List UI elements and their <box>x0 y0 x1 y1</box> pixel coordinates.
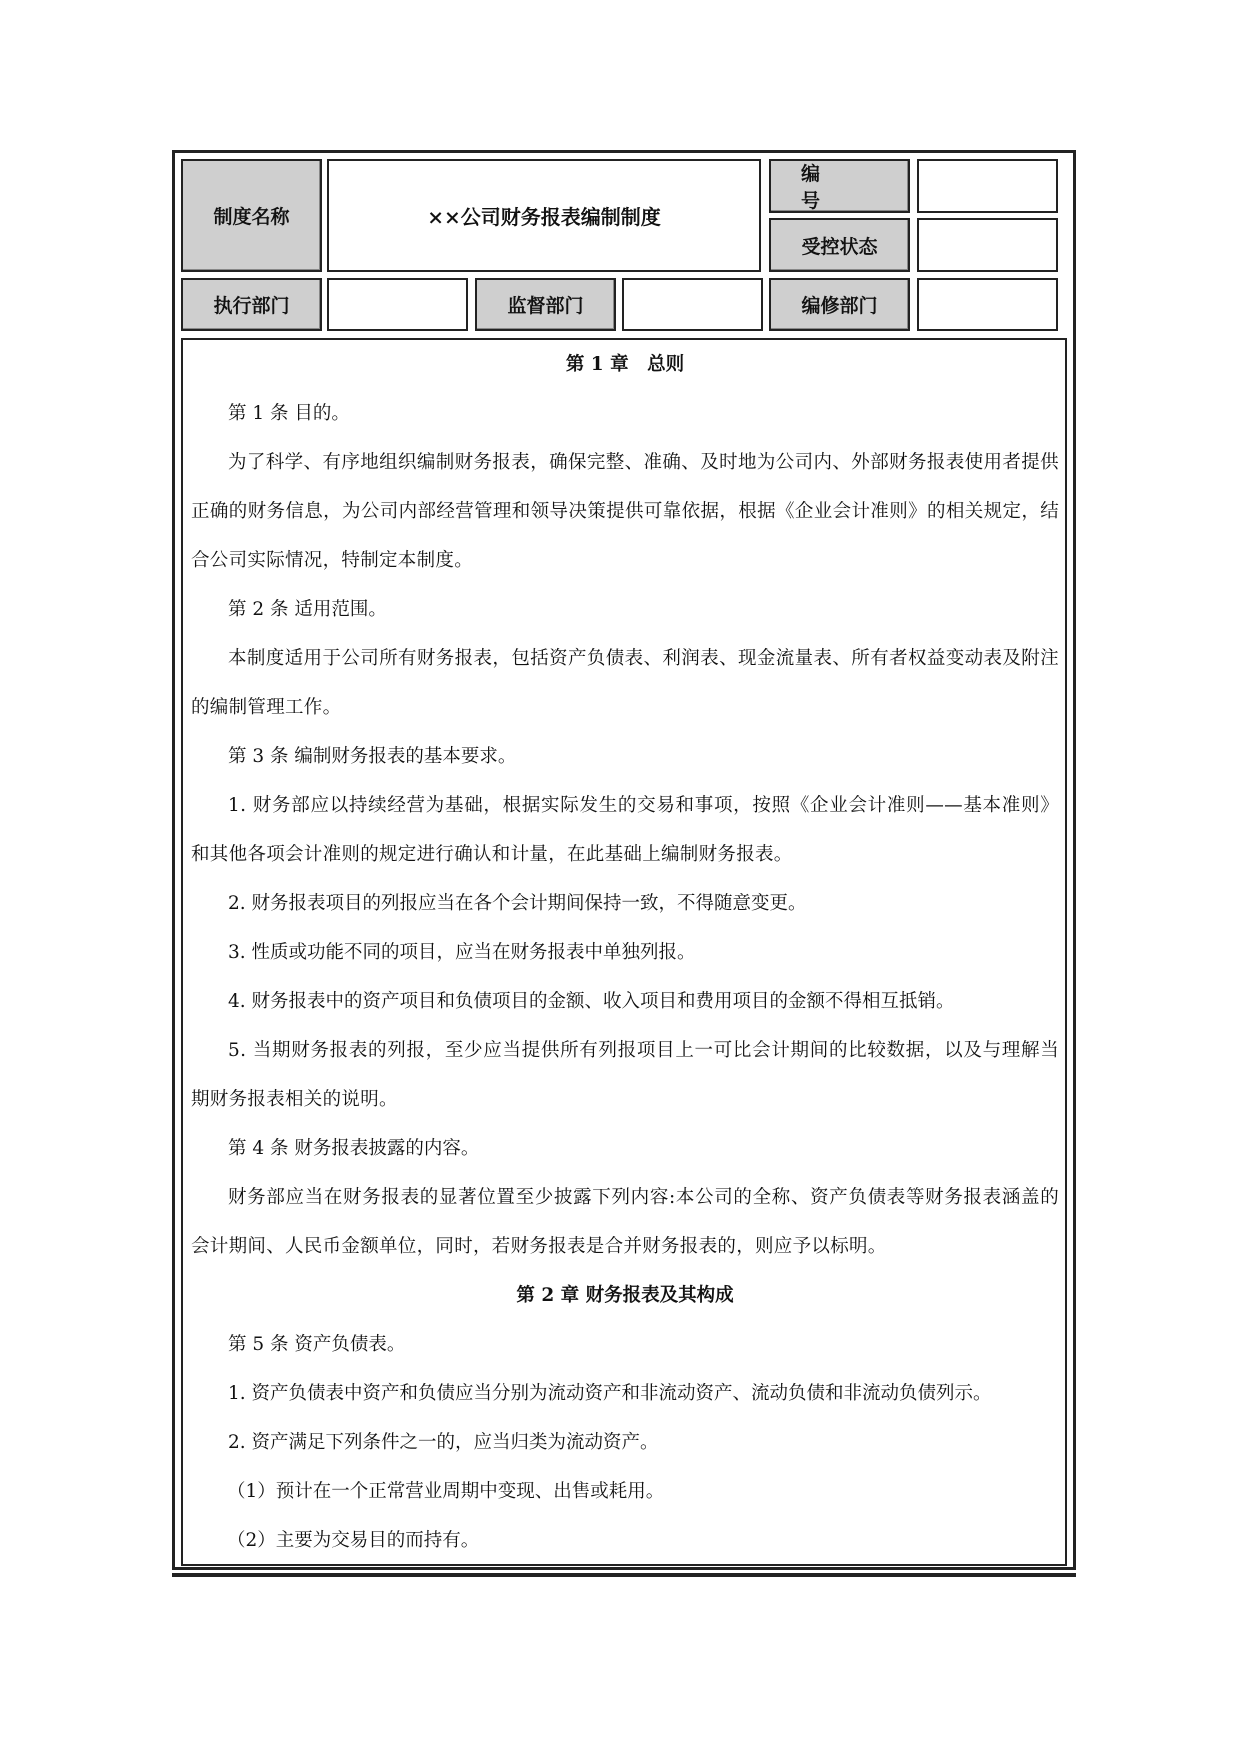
article-3-item-1: 1. 财务部应以持续经营为基础，根据实际发生的交易和事项，按照《企业会计准则——基本准则》和其他各项会计准则的规定进行确认和计量，在此基础上编制财务报表。 <box>191 795 1059 865</box>
article-4-text: 财务部应当在财务报表的显著位置至少披露下列内容:本公司的全称、资产负债表等财务报表涵盖的会计期间、人民币金额单位，同时，若财务报表是合并财务报表的，则应予以标明。 <box>191 1187 1059 1257</box>
article-3-item-2: 2. 财务报表项目的列报应当在各个会计期间保持一致，不得随意变更。 <box>228 893 807 914</box>
article-1-title: 第 1 条 目的。 <box>228 403 350 424</box>
control-status-label <box>769 218 910 272</box>
edit-dept-label-text: 编修部门 <box>801 295 878 317</box>
article-2-title: 第 2 条 适用范围。 <box>228 599 387 620</box>
number-label <box>769 159 910 213</box>
exec-dept-label-text: 执行部门 <box>213 295 290 317</box>
bottom-rule <box>172 1573 1076 1577</box>
chapter-1-heading: 第 1 章 总则 <box>565 354 685 375</box>
number-value <box>917 159 1058 213</box>
article-3-item-4: 4. 财务报表中的资产项目和负债项目的金额、收入项目和费用项目的金额不得相互抵销。 <box>228 991 955 1012</box>
exec-dept-value <box>327 278 468 331</box>
control-status-value <box>917 218 1058 272</box>
policy-title: ××公司财务报表编制制度 <box>427 205 661 229</box>
article-5-title: 第 5 条 资产负债表。 <box>228 1334 406 1355</box>
article-3-item-3: 3. 性质或功能不同的项目，应当在财务报表中单独列报。 <box>228 942 696 963</box>
control-status-label-text: 受控状态 <box>801 235 878 258</box>
article-4-title: 第 4 条 财务报表披露的内容。 <box>228 1138 480 1159</box>
policy-name-label-text: 制度名称 <box>213 206 290 228</box>
article-5-sub-1: （1）预计在一个正常营业周期中变现、出售或耗用。 <box>227 1481 665 1502</box>
article-2-text: 本制度适用于公司所有财务报表，包括资产负债表、利润表、现金流量表、所有者权益变动表及附注的编制管理工作。 <box>191 648 1059 718</box>
article-3-item-5: 5. 当期财务报表的列报，至少应当提供所有列报项目上一可比会计期间的比较数据，以及与理解当期财务报表相关的说明。 <box>191 1040 1059 1110</box>
edit-dept-label <box>769 278 910 331</box>
article-1-text: 为了科学、有序地组织编制财务报表，确保完整、准确、及时地为公司内、外部财务报表使用者提供正确的财务信息，为公司内部经营管理和领导决策提供可靠依据，根据《企业会计准则》的相关规定，结合公司实际情况，特制定本制度。 <box>191 452 1059 571</box>
article-5-item-2: 2. 资产满足下列条件之一的，应当归类为流动资产。 <box>228 1432 659 1453</box>
exec-dept-label <box>181 278 322 331</box>
edit-dept-value <box>917 278 1058 331</box>
number-label-text: 编 号 <box>801 163 851 212</box>
article-5-item-1: 1. 资产负债表中资产和负债应当分别为流动资产和非流动资产、流动负债和非流动负债列示。 <box>228 1383 992 1404</box>
policy-body <box>181 338 1067 1566</box>
policy-name-value <box>327 159 761 272</box>
article-5-sub-2: （2）主要为交易目的而持有。 <box>227 1530 480 1551</box>
supervise-dept-label <box>475 278 616 331</box>
article-3-title: 第 3 条 编制财务报表的基本要求。 <box>228 746 517 767</box>
policy-name-label <box>181 159 322 272</box>
supervise-dept-value <box>622 278 763 331</box>
chapter-2-heading: 第 2 章 财务报表及其构成 <box>516 1285 734 1306</box>
supervise-dept-label-text: 监督部门 <box>507 295 584 317</box>
